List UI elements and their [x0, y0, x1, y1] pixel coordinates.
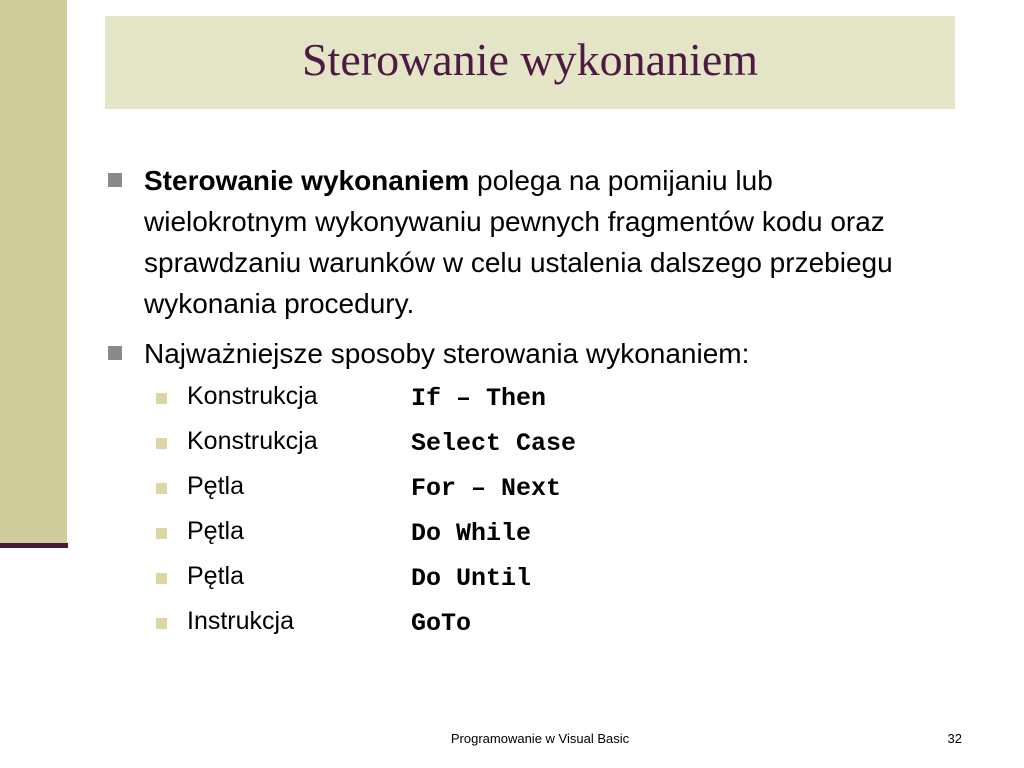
sub-list-item [156, 515, 756, 560]
sub-item-label: Pętla [187, 562, 244, 590]
sub-list-item [156, 380, 756, 425]
sub-item-code: GoTo [411, 609, 472, 638]
sub-list-item [156, 605, 756, 650]
bullet-bold-term: Sterowanie wykonaniem [144, 165, 470, 196]
sub-item-code: Select Case [411, 429, 577, 458]
square-sub-bullet-icon [156, 483, 167, 494]
bullet-text [144, 160, 924, 324]
sub-item-code: If – Then [411, 384, 547, 413]
sub-list-item [156, 425, 756, 470]
sub-item-label: Pętla [187, 472, 244, 500]
bullet-body: polega na pomijaniu lub wielokrotnym wykonywaniu pewnych fragmentów kodu oraz sprawdzaniu warunków w celu ustalenia dalszego przebiegu wykonania procedury. [144, 165, 893, 319]
square-bullet-icon [108, 173, 122, 187]
square-sub-bullet-icon [156, 528, 167, 539]
sub-list-item [156, 560, 756, 605]
sub-list-item [156, 470, 756, 515]
sub-item-label: Konstrukcja [187, 427, 318, 455]
square-sub-bullet-icon [156, 393, 167, 404]
slide-number: 32 [947, 731, 962, 746]
sub-item-code: For – Next [411, 474, 562, 503]
square-sub-bullet-icon [156, 438, 167, 449]
bullet-item [108, 160, 928, 330]
side-decoration-bar [0, 0, 67, 545]
bullet-text: Najważniejsze sposoby sterowania wykonaniem: [144, 338, 750, 369]
square-bullet-icon [108, 346, 122, 360]
square-sub-bullet-icon [156, 618, 167, 629]
sub-item-label: Instrukcja [187, 607, 294, 635]
footer-title: Programowanie w Visual Basic [450, 731, 630, 746]
sub-item-label: Pętla [187, 517, 244, 545]
side-decoration-line [0, 543, 68, 548]
title-band [105, 16, 955, 109]
sub-item-code: Do While [411, 519, 532, 548]
sub-item-label: Konstrukcja [187, 382, 318, 410]
bullet-item [108, 333, 928, 378]
sub-item-code: Do Until [411, 564, 532, 593]
slide-title: Sterowanie wykonaniem [301, 33, 759, 85]
square-sub-bullet-icon [156, 573, 167, 584]
